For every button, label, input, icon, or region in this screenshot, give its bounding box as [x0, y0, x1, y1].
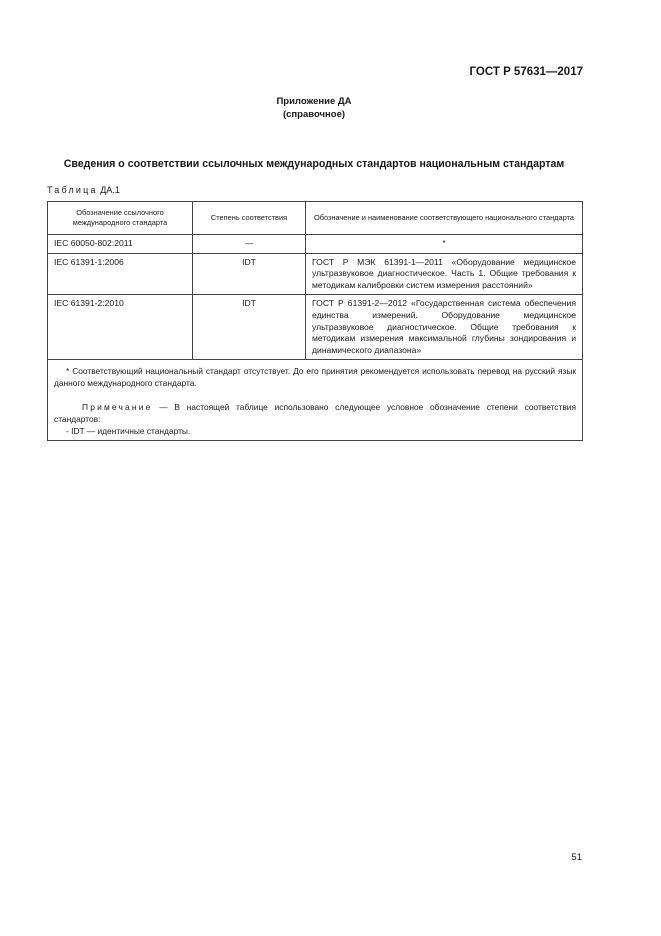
note-item: - IDT — идентичные стандарты. [66, 426, 191, 437]
cell-national: * [306, 235, 583, 254]
cell-national: ГОСТ Р МЭК 61391-1—2011 «Оборудование медицинское ультразвуковое диагностическое. Часть 1. Общие требования к методикам калибровки систем измерения расстояний» [306, 253, 583, 295]
table-caption [47, 185, 120, 195]
section-heading: Сведения о соответствии ссылочных международных стандартов национальным стандартам [63, 158, 565, 170]
table-row [48, 295, 583, 360]
cell-intl: IEC 60050-802:2011 [48, 235, 193, 254]
cell-intl: IEC 61391-1:2006 [48, 253, 193, 295]
cell-degree: — [193, 235, 306, 254]
note-label: Примечание [82, 402, 153, 413]
appendix-title-block [0, 95, 628, 121]
note-text: — В настоящей таблице использовано следующее условное обозначение степени соответствия стандартов: [54, 402, 576, 425]
cell-intl: IEC 61391-2:2010 [48, 295, 193, 360]
table-notes-row [48, 360, 583, 441]
table-caption-number: ДА.1 [100, 185, 120, 195]
table-row [48, 253, 583, 295]
appendix-title: Приложение ДА [276, 96, 352, 107]
column-header-degree: Степень соответствия [193, 202, 306, 235]
table-header-row [48, 202, 583, 235]
page-number: 51 [571, 852, 582, 863]
column-header-national: Обозначение и наименование соответствующего национального стандарта [306, 202, 583, 235]
standards-table [47, 201, 583, 441]
table-note [54, 401, 576, 425]
column-header-intl: Обозначение ссылочного международного стандарта [48, 202, 193, 235]
table-caption-label: Таблица [47, 185, 98, 195]
appendix-subtitle: (справочное) [282, 109, 346, 120]
table-footnote: * Соответствующий национальный стандарт отсутствует. До его принятия рекомендуется использовать перевод на русский язык данного международного стандарта. [54, 366, 576, 389]
table-row [48, 235, 583, 254]
cell-degree: IDT [193, 253, 306, 295]
cell-degree: IDT [193, 295, 306, 360]
table-notes-cell [48, 360, 583, 441]
cell-national: ГОСТ Р 61391-2—2012 «Государственная система обеспечения единства измерений. Оборудование медицинское ультразвуковое диагностическое. Общие требования к методикам измерения максимальной глубины зондирования и динамического диапазона» [306, 295, 583, 360]
document-code: ГОСТ Р 57631—2017 [469, 66, 583, 78]
